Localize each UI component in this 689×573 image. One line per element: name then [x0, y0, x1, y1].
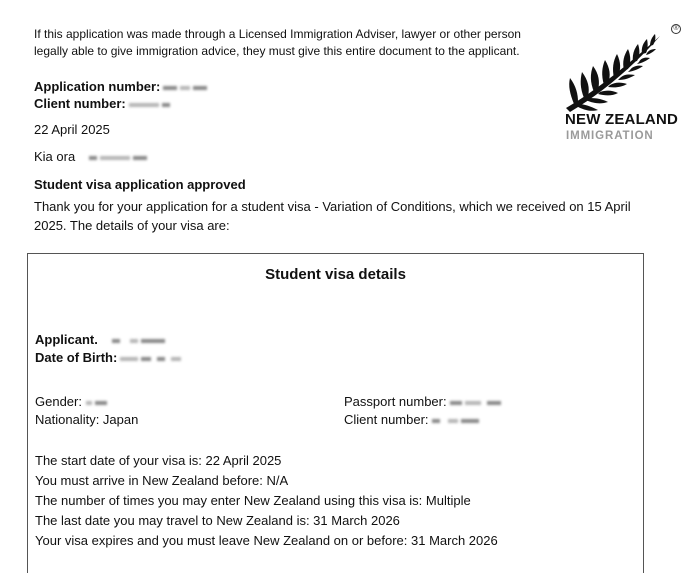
visa-expiry: Your visa expires and you must leave New Zealand on or before: 31 March 2026	[35, 533, 498, 548]
logo-country: NEW ZEALAND	[565, 111, 679, 128]
entry-count: The number of times you may enter New Zealand using this visa is: Multiple	[35, 493, 471, 508]
last-travel-date: The last date you may travel to New Zealand is: 31 March 2026	[35, 513, 400, 528]
approval-heading: Student visa application approved	[34, 177, 246, 192]
visa-details-box	[27, 253, 644, 573]
gender: Gender:	[35, 394, 107, 409]
visa-start-date: The start date of your visa is: 22 April 2025	[35, 453, 282, 468]
intro-paragraph: Thank you for your application for a student visa - Variation of Conditions, which we received on 15 April 2025. The details of your visa are:	[34, 199, 631, 233]
registered-mark: ®	[671, 24, 681, 34]
logo-agency: IMMIGRATION	[566, 130, 654, 142]
nationality: Nationality: Japan	[35, 412, 139, 427]
passport-client-number: Client number:	[344, 412, 479, 427]
adviser-disclaimer: If this application was made through a Licensed Immigration Adviser, lawyer or other person legally able to give immigration advice, they must give this entire document to the applicant.	[34, 27, 521, 58]
letter-date: 22 April 2025	[34, 122, 110, 137]
passport-number: Passport number:	[344, 394, 501, 409]
visa-details-title: Student visa details	[265, 266, 406, 283]
applicant-name: Applicant.	[35, 332, 165, 347]
greeting: Kia ora	[34, 149, 147, 164]
application-number: Application number:	[34, 79, 207, 94]
client-number: Client number:	[34, 96, 170, 111]
arrive-before: You must arrive in New Zealand before: N/A	[35, 473, 289, 488]
date-of-birth: Date of Birth:	[35, 350, 181, 365]
